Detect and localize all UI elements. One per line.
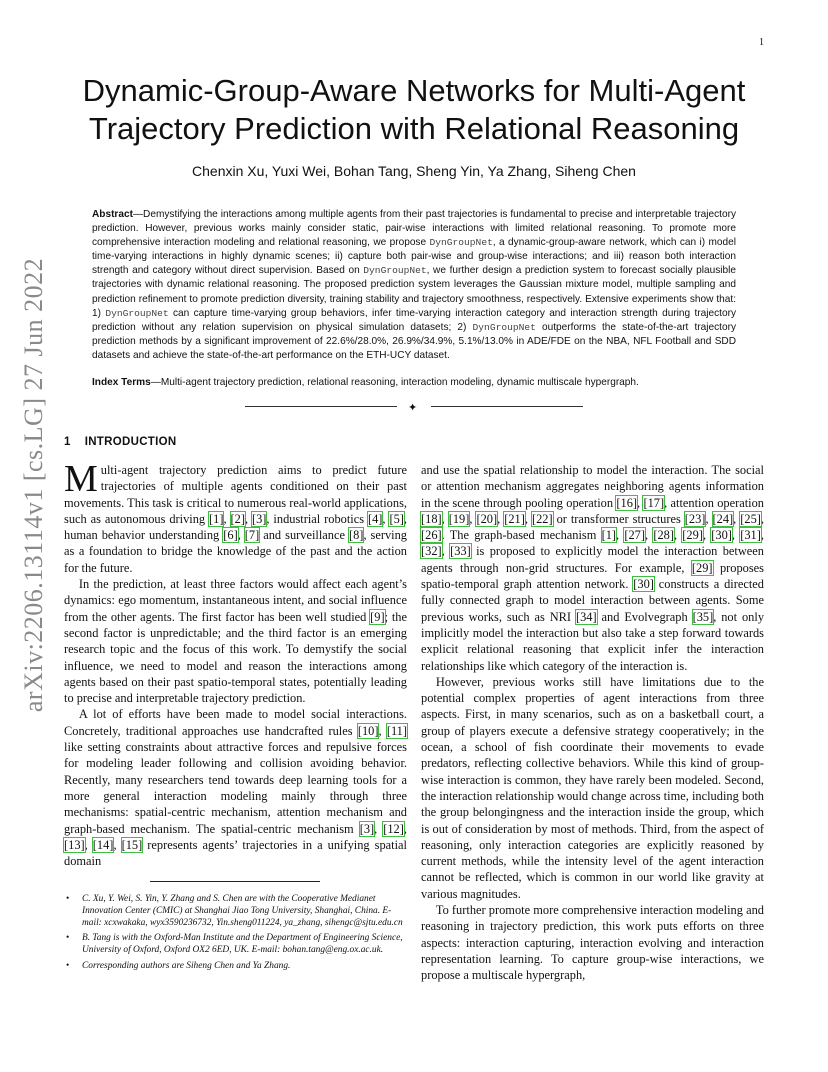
paper-title: Dynamic-Group-Aware Networks for Multi-Agent Trajectory Prediction with Relational Reasoning bbox=[82, 73, 746, 146]
text-run: represents agents’ trajectories in a unifying spatial domain bbox=[64, 837, 407, 869]
abstract-body bbox=[92, 209, 736, 361]
page-number: 1 bbox=[759, 37, 764, 48]
index-terms-label: Index Terms bbox=[92, 377, 151, 388]
citation-link[interactable]: [31] bbox=[740, 528, 761, 543]
text-run: and Evolvegraph bbox=[596, 609, 693, 624]
arxiv-id[interactable]: arXiv:2206.13114v1 [cs.LG] 27 Jun 2022 bbox=[19, 257, 48, 713]
index-terms bbox=[92, 376, 736, 390]
citation-link[interactable]: [16] bbox=[616, 495, 638, 510]
citation-link[interactable]: [1] bbox=[209, 511, 224, 526]
text-run: like setting constraints about attractive forces and repulsive forces for modeling leader following and collision avoiding behavior. Recently, many researchers tend towards deep learning tools for a more general interaction modeling mainly through three mechanisms: spatial-centric mechanism, attention mechanism and graph-based mechanism. The spatial-centric mechanism bbox=[64, 740, 407, 836]
citation-link[interactable]: [28] bbox=[653, 528, 674, 543]
section-number: 1 bbox=[64, 436, 71, 448]
index-terms-text: —Multi-agent trajectory prediction, relational reasoning, interaction modeling, dynamic multiscale hypergraph. bbox=[150, 377, 639, 388]
author-list: Chenxin Xu, Yuxi Wei, Bohan Tang, Sheng Yin, Ya Zhang, Siheng Chen bbox=[192, 163, 636, 179]
citation-link[interactable]: [19] bbox=[448, 511, 470, 526]
text-run: , a dynamic-group-aware network, which can i) model time-varying interactions in highly dynamic scenes; ii) capture both pair-wise and group-wise interactions; and iii) reason both interaction strength and category without direct supervision. Based on bbox=[92, 237, 736, 277]
citation-link[interactable]: [25] bbox=[740, 511, 761, 526]
text-run: and use the spatial relationship to model the interaction. The social or attention mechanism aggregates neighboring agents information in the scene through pooling operation bbox=[421, 463, 764, 510]
footnote-rule bbox=[150, 881, 320, 882]
citation-link[interactable]: [7] bbox=[244, 528, 260, 543]
text-run: . The graph-based mechanism bbox=[441, 528, 602, 543]
text-run: is proposed to explicitly model the interaction between agents through non-grid structures. For example, bbox=[421, 544, 764, 575]
citation-link[interactable]: [9] bbox=[370, 609, 385, 624]
citation-link[interactable]: [24] bbox=[712, 511, 734, 526]
abstract-label: Abstract bbox=[92, 209, 133, 220]
citation-link[interactable]: [30] bbox=[711, 528, 732, 543]
citation-link[interactable]: [33] bbox=[450, 544, 471, 559]
footnote-item: • B. Tang is with the Oxford-Man Institute and the Department of Engineering Science, University of Oxford, Oxford OX2 6ED, UK. E-mail: bohan.tang@eng.ox.ac.uk. bbox=[64, 933, 407, 957]
citation-link[interactable]: [5] bbox=[389, 511, 404, 526]
citation-link[interactable]: [26] bbox=[421, 528, 442, 543]
text-run: , bbox=[469, 511, 477, 526]
right-column bbox=[421, 462, 764, 984]
citation-link[interactable]: [29] bbox=[682, 528, 703, 543]
citation-link[interactable]: [3] bbox=[359, 821, 375, 836]
citation-link[interactable]: [23] bbox=[684, 511, 706, 526]
text-run: , we further design a prediction system to forecast socially plausible trajectories with dynamic relational reasoning. The proposed prediction system leverages the Gaussian mixture model, multiple sampling and prediction refinement to promote prediction diversity, training stability and trajectory smoothness, respectively. Extensive experiments show that: 1) bbox=[92, 265, 736, 319]
citation-link[interactable]: [12] bbox=[383, 821, 404, 836]
text-run: , industrial robotics bbox=[266, 511, 368, 526]
citation-link[interactable]: [20] bbox=[476, 511, 498, 526]
text-run: , bbox=[705, 511, 713, 526]
text-run: , bbox=[497, 511, 505, 526]
section-divider bbox=[245, 402, 583, 412]
citation-link[interactable]: [32] bbox=[421, 544, 442, 559]
text-run: and surveillance bbox=[259, 528, 349, 543]
paragraph bbox=[64, 706, 407, 869]
citation-link[interactable]: [8] bbox=[348, 528, 364, 543]
citation-link[interactable]: [27] bbox=[624, 528, 646, 543]
drop-cap: M bbox=[64, 458, 98, 500]
text-run: A lot of efforts have been made to model social interactions. Concretely, traditional approaches use handcrafted rules bbox=[64, 707, 407, 738]
text-run: ulti-agent trajectory prediction aims to predict future trajectories of multiple agents conditioned on their past movements. This task is critical to numerous real-world applications, such as autonomous driving bbox=[64, 463, 407, 526]
paragraph bbox=[421, 902, 764, 983]
text-run: However, previous works still have limitations due to the potential complex properties of agent interactions from three aspects. First, in many scenarios, such as on a basketball court, a group of players execute a defensive strategy cooperatively; in the ocean, a school of fish coordinate their movements to evade predators, reflecting collective behaviors. While this kind of group-wise interaction is common, they have rarely been modeled. Second, the interaction relationship would change across time, including both the group belongingness and the interaction inside the group, which is out of consideration by most of methods. Third, from the aspect of reasoning, only interaction categories are explicitly reasoned by current methods, while the intensity level of the agent interaction cannot be reflected, which is common in our world like gravity at various magnitudes. bbox=[421, 674, 764, 901]
citation-link[interactable]: [4] bbox=[367, 511, 383, 526]
paragraph bbox=[421, 674, 764, 902]
citation-link[interactable]: [10] bbox=[357, 723, 379, 738]
text-run: , bbox=[244, 511, 252, 526]
paragraph bbox=[421, 462, 764, 674]
citation-link[interactable]: [18] bbox=[421, 511, 442, 526]
citation-link[interactable]: [34] bbox=[575, 609, 597, 624]
citation-link[interactable]: [11] bbox=[386, 723, 407, 738]
text-run: , bbox=[237, 528, 245, 543]
text-run: proposes spatio-temporal graph attention network. bbox=[421, 560, 764, 592]
text-run: , bbox=[374, 821, 384, 836]
citation-link[interactable]: [6] bbox=[223, 528, 238, 543]
divider-line-right bbox=[431, 406, 583, 407]
text-run: , bbox=[645, 528, 654, 543]
paragraph bbox=[64, 576, 407, 706]
text-run: In the prediction, at least three factors would affect each agent’s dynamics: ego momentum, instantaneous intent, and social influence from the other agents. The first factor has been well studied bbox=[64, 577, 407, 624]
text-run: , human behavior understanding bbox=[64, 511, 407, 543]
citation-link[interactable]: [2] bbox=[230, 511, 245, 526]
method-name: DynGroupNet bbox=[472, 321, 536, 333]
arxiv-sidebar-stamp bbox=[14, 257, 54, 713]
method-name: DynGroupNet bbox=[105, 307, 169, 319]
text-run: constructs a directed fully connected graph to model interaction between agents. Some previous works, such as NRI bbox=[421, 577, 765, 624]
text-run: , bbox=[760, 511, 765, 526]
citation-link[interactable]: [35] bbox=[692, 609, 714, 624]
citation-link[interactable]: [15] bbox=[121, 837, 143, 852]
paragraph bbox=[64, 458, 408, 576]
citation-link[interactable]: [21] bbox=[504, 511, 525, 526]
text-run: , bbox=[378, 723, 387, 738]
text-run: , bbox=[733, 511, 741, 526]
citation-link[interactable]: [22] bbox=[531, 511, 553, 526]
text-run: , bbox=[524, 511, 532, 526]
citation-link[interactable]: [3] bbox=[251, 511, 267, 526]
text-run: , bbox=[441, 511, 449, 526]
footnotes bbox=[64, 894, 407, 977]
text-run: , attention operation bbox=[664, 495, 764, 510]
text-run: , bbox=[84, 837, 93, 852]
text-run: , bbox=[702, 528, 712, 543]
text-run: , bbox=[382, 511, 390, 526]
footnote-item: • Corresponding authors are Siheng Chen and Ya Zhang. bbox=[64, 961, 407, 973]
text-run: , serving as a foundation to bridge the knowledge of the past and the action for the future. bbox=[64, 528, 408, 575]
text-run: ; the second factor is unpredictable; and the third factor is an emerging research topic and the focus of this work. To demystify the social influence, we need to model and reason the interactions among agents based on their past spatio-temporal states, potentially leading to precise and interpretable trajectory prediction. bbox=[64, 609, 407, 706]
section-title: INTRODUCTION bbox=[84, 436, 177, 448]
left-column bbox=[64, 458, 408, 869]
footnote-item: • C. Xu, Y. Wei, S. Yin, Y. Zhang and S. Chen are with the Cooperative Medianet Innovation Center (CMIC) at Shanghai Jiao Tong University, Shanghai, China. E-mail: xcxwakaka, wyx3590236732, Yin.sheng011224, ya_zhang, sihengc@sjtu.edu.cn bbox=[64, 894, 407, 929]
citation-link[interactable]: [13] bbox=[64, 837, 85, 852]
divider-line-left bbox=[245, 406, 397, 407]
abstract bbox=[92, 208, 736, 363]
text-run: or transformer structures bbox=[552, 511, 685, 526]
text-run: , bbox=[673, 528, 683, 543]
citation-link[interactable]: [29] bbox=[691, 560, 713, 575]
text-run: , bbox=[637, 495, 644, 510]
section-heading bbox=[64, 436, 176, 448]
text-run: can capture time-varying group behaviors, infer time-varying interaction category and interaction strength during trajectory prediction without any relation supervision on physical simulation datasets; 2) bbox=[92, 307, 736, 333]
method-name: DynGroupNet bbox=[363, 265, 427, 277]
text-run: , not only implicitly model the interaction but also take a step forward towards explicit relational reasoning that explicit infer the interaction relationships like which category of the interaction is. bbox=[421, 609, 765, 673]
text-run: , bbox=[616, 528, 625, 543]
text-run: , bbox=[731, 528, 741, 543]
text-run: , bbox=[223, 511, 231, 526]
citation-link[interactable]: [14] bbox=[92, 837, 114, 852]
citation-link[interactable]: [30] bbox=[633, 577, 654, 592]
text-run: , bbox=[760, 528, 764, 543]
text-run: , bbox=[113, 837, 122, 852]
text-run: , bbox=[403, 821, 407, 836]
citation-link[interactable]: [17] bbox=[643, 495, 665, 510]
method-name: DynGroupNet bbox=[429, 237, 493, 249]
text-run: To further promote more comprehensive interaction modeling and reasoning in trajectory prediction, this work puts efforts on three aspects: interaction capturing, interaction evolving and interaction representation learning. To capture group-wise interactions, we propose a multiscale hypergraph, bbox=[421, 903, 764, 983]
citation-link[interactable]: [1] bbox=[601, 528, 617, 543]
text-run: , bbox=[441, 544, 451, 559]
text-run: —Demystifying the interactions among multiple agents from their past trajectories is fundamental to precise and interpretable trajectory prediction. However, previous works mainly consider static, pair-wise interactions with limited relational reasoning. To promote more comprehensive interaction modeling and relational reasoning, we propose bbox=[92, 209, 736, 249]
divider-star-icon: ✦ bbox=[408, 401, 418, 414]
text-run: outperforms the state-of-the-art trajectory prediction methods by a significant improvement of 22.6%/28.0%, 26.9%/34.9%, 5.1%/13.0% in ADE/FDE on the NBA, NFL Football and SDD datasets and achieve the state-of-the-art performance on the ETH-UCY dataset. bbox=[92, 321, 736, 361]
